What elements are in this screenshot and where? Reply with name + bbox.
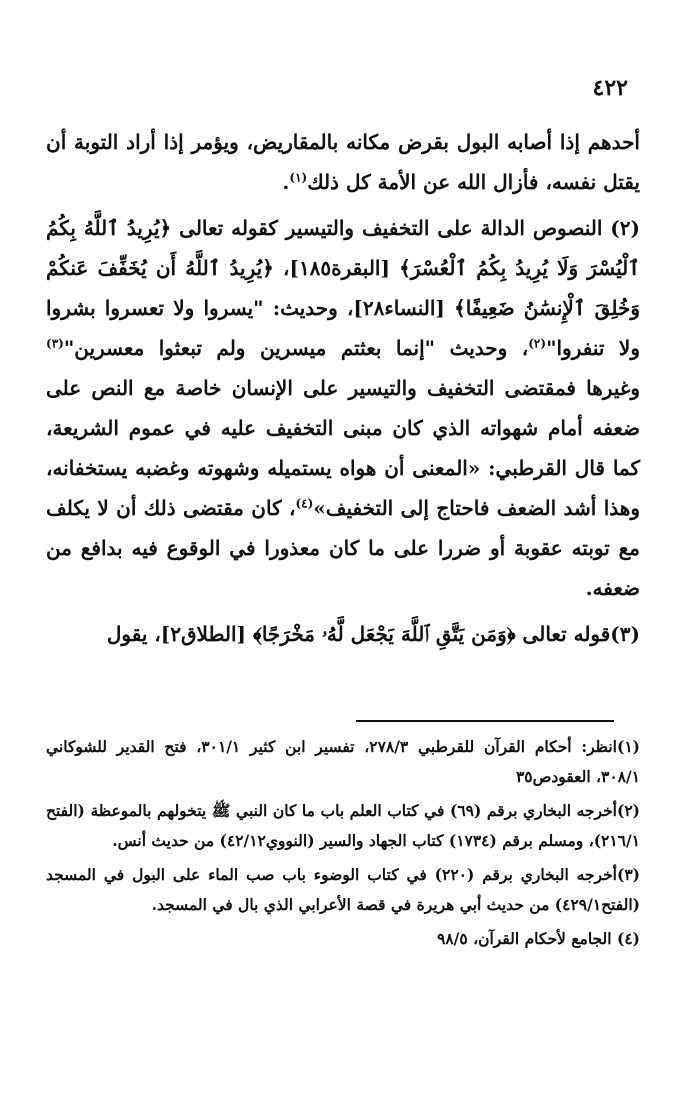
footnotes — [46, 732, 640, 958]
paragraph-1-text: أحدهم إذا أصابه البول بقرض مكانه بالمقاريض، ويؤمر إذا أراد التوبة أن يقتل نفسه، فأزال الله عن الأمة كل ذلك — [46, 130, 640, 194]
paragraph-2-text-b: ، وحديث "إنما بعثتم ميسرين ولم تبعثوا معسرين" — [63, 336, 529, 360]
page-number: ٤٢٢ — [592, 75, 628, 101]
footnote-4: (٤) الجامع لأحكام القرآن، ٩٨/٥ — [437, 929, 640, 948]
paragraph-1-end: . — [282, 170, 290, 194]
paragraph-2-text-c: وغيرها فمقتضى التخفيف والتيسير على الإنسان خاصة مع النص على ضعفه أمام شهواته الذي كان مبنى التخفيف عليه في عموم الشريعة، كما قال القرطبي: «المعنى أن هواه يستميله وشهوته وغضبه يستخفانه، وهذا أشد الضعف فاحتاج إلى التخفيف» — [46, 376, 641, 520]
footnote-ref-4[interactable]: (٤) — [295, 496, 314, 511]
footnote-ref-2[interactable]: (٢) — [528, 336, 547, 351]
footnote-1: (١)انظر: أحكام القرآن للقرطبي ٢٧٨/٣، تفسير ابن كثير ٣٠١/١، فتح القدير للشوكاني ٣٠٨/١، العقودص٣٥ — [46, 737, 640, 786]
paragraph-2-text-d: ، كان مقتضى ذلك أن لا يكلف مع توبته عقوبة أو ضررا على ما كان معذورا في الوقوع فيه بدافع من ضعفه. — [46, 496, 640, 600]
paragraph-1 — [46, 122, 640, 202]
footnote-divider — [356, 720, 614, 722]
paragraph-2-text-a: (٢) النصوص الدالة على التخفيف والتيسير كقوله تعالى ﴿يُرِيدُ ٱللَّهُ بِكُمُ ٱلْيُسْرَ وَلَا يُرِيدُ بِكُمُ ٱلْعُسْرَ﴾ [البقرة١٨٥]، ﴿يُرِيدُ ٱللَّهُ أَن يُخَفِّفَ عَنكُمْ وَخُلِقَ ٱلْإِنسَٰنُ ضَعِيفًا﴾ [النساء٢٨]، وحديث: "يسروا ولا تعسروا بشروا ولا تنفروا" — [46, 216, 640, 360]
footnote-ref-1[interactable]: (١) — [289, 170, 308, 185]
paragraph-2 — [46, 208, 640, 608]
main-text — [46, 122, 640, 660]
paragraph-3: (٣)قوله تعالى ﴿وَمَن يَتَّقِ ٱللَّهَ يَجْعَل لَّهُۥ مَخْرَجًا﴾ [الطلاق٢]، يقول — [106, 622, 640, 646]
footnote-3: (٣)أخرجه البخاري برقم (٢٢٠) في كتاب الوضوء باب صب الماء على البول في المسجد (الفتح٤٢٩/١) من حديث أبي هريرة في قصة الأعرابي الذي بال في المسجد. — [46, 865, 640, 914]
footnote-ref-3[interactable]: (٣) — [46, 336, 64, 351]
footnote-2: (٢)أخرجه البخاري برقم (٦٩) في كتاب العلم باب ما كان النبي ﷺ يتخولهم بالموعظة (الفتح ٢١٦/١)، ومسلم برقم (١٧٣٤) كتاب الجهاد والسير (النووي٤٢/١٢) من حديث أنس. — [46, 801, 640, 850]
